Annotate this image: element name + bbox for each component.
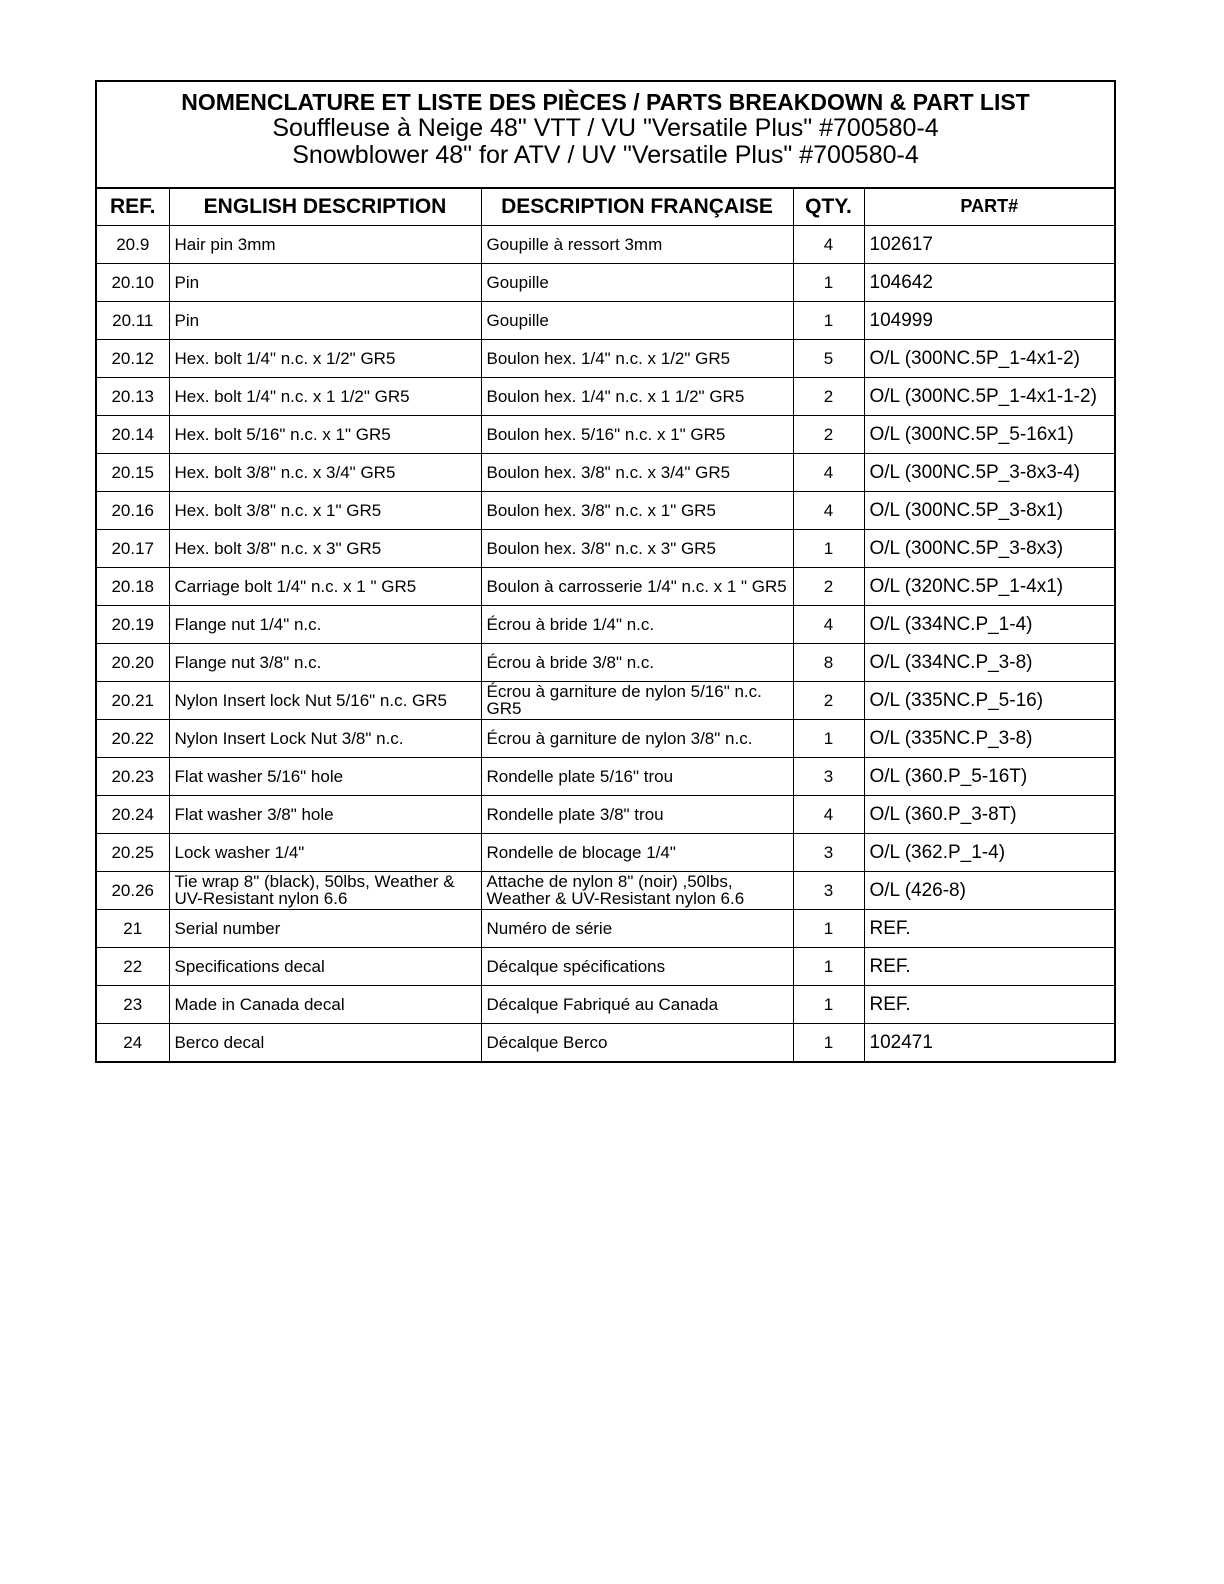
cell-english-description: Carriage bolt 1/4" n.c. x 1 " GR5 xyxy=(169,567,481,605)
cell-french-description: Goupille xyxy=(481,263,793,301)
table-row xyxy=(97,453,1114,491)
cell-ref: 23 xyxy=(97,985,169,1023)
title-block xyxy=(97,82,1114,189)
cell-french-description: Goupille xyxy=(481,301,793,339)
cell-part-number: 104999 xyxy=(864,301,1114,339)
cell-part-number: REF. xyxy=(864,909,1114,947)
header-english-description: ENGLISH DESCRIPTION xyxy=(169,189,481,225)
cell-english-description: Hex. bolt 3/8" n.c. x 3/4" GR5 xyxy=(169,453,481,491)
table-row xyxy=(97,263,1114,301)
cell-ref: 20.19 xyxy=(97,605,169,643)
cell-qty: 1 xyxy=(793,301,864,339)
cell-english-description: Nylon Insert Lock Nut 3/8" n.c. xyxy=(169,719,481,757)
table-row xyxy=(97,947,1114,985)
cell-ref: 20.23 xyxy=(97,757,169,795)
cell-part-number: O/L (360.P_5-16T) xyxy=(864,757,1114,795)
cell-english-description: Pin xyxy=(169,301,481,339)
cell-ref: 20.9 xyxy=(97,225,169,263)
table-row xyxy=(97,681,1114,719)
cell-qty: 2 xyxy=(793,567,864,605)
cell-english-description: Hex. bolt 1/4" n.c. x 1 1/2" GR5 xyxy=(169,377,481,415)
table-row xyxy=(97,339,1114,377)
cell-french-description: Rondelle plate 3/8" trou xyxy=(481,795,793,833)
cell-french-description: Boulon hex. 3/8" n.c. x 3/4" GR5 xyxy=(481,453,793,491)
cell-qty: 4 xyxy=(793,225,864,263)
cell-qty: 1 xyxy=(793,1023,864,1061)
table-row xyxy=(97,491,1114,529)
header-french-description: DESCRIPTION FRANÇAISE xyxy=(481,189,793,225)
cell-qty: 3 xyxy=(793,757,864,795)
cell-french-description: Écrou à garniture de nylon 3/8" n.c. xyxy=(481,719,793,757)
cell-qty: 5 xyxy=(793,339,864,377)
table-row xyxy=(97,909,1114,947)
cell-part-number: O/L (300NC.5P_3-8x1) xyxy=(864,491,1114,529)
cell-qty: 2 xyxy=(793,681,864,719)
cell-part-number: O/L (335NC.P_5-16) xyxy=(864,681,1114,719)
cell-french-description: Écrou à bride 3/8" n.c. xyxy=(481,643,793,681)
cell-ref: 20.14 xyxy=(97,415,169,453)
cell-english-description: Flange nut 3/8" n.c. xyxy=(169,643,481,681)
table-row xyxy=(97,415,1114,453)
cell-french-description: Écrou à garniture de nylon 5/16" n.c. GR5 xyxy=(481,681,793,719)
cell-french-description: Décalque Berco xyxy=(481,1023,793,1061)
cell-part-number: O/L (426-8) xyxy=(864,871,1114,909)
cell-part-number: O/L (300NC.5P_1-4x1-2) xyxy=(864,339,1114,377)
cell-ref: 20.25 xyxy=(97,833,169,871)
cell-english-description: Hex. bolt 1/4" n.c. x 1/2" GR5 xyxy=(169,339,481,377)
cell-part-number: REF. xyxy=(864,947,1114,985)
cell-french-description: Rondelle de blocage 1/4" xyxy=(481,833,793,871)
cell-qty: 1 xyxy=(793,947,864,985)
cell-ref: 21 xyxy=(97,909,169,947)
cell-french-description: Boulon hex. 3/8" n.c. x 3" GR5 xyxy=(481,529,793,567)
cell-french-description: Rondelle plate 5/16" trou xyxy=(481,757,793,795)
cell-english-description: Berco decal xyxy=(169,1023,481,1061)
table-row xyxy=(97,871,1114,909)
cell-english-description: Lock washer 1/4" xyxy=(169,833,481,871)
table-row xyxy=(97,567,1114,605)
cell-part-number: O/L (334NC.P_3-8) xyxy=(864,643,1114,681)
cell-ref: 20.15 xyxy=(97,453,169,491)
cell-part-number: O/L (334NC.P_1-4) xyxy=(864,605,1114,643)
cell-part-number: O/L (300NC.5P_3-8x3) xyxy=(864,529,1114,567)
cell-english-description: Made in Canada decal xyxy=(169,985,481,1023)
cell-ref: 20.16 xyxy=(97,491,169,529)
cell-ref: 20.10 xyxy=(97,263,169,301)
table-row xyxy=(97,1023,1114,1061)
table-row xyxy=(97,605,1114,643)
cell-qty: 4 xyxy=(793,795,864,833)
cell-qty: 4 xyxy=(793,491,864,529)
parts-table xyxy=(97,189,1114,1061)
cell-part-number: O/L (300NC.5P_5-16x1) xyxy=(864,415,1114,453)
cell-french-description: Écrou à bride 1/4" n.c. xyxy=(481,605,793,643)
product-title-french: Souffleuse à Neige 48" VTT / VU "Versatile Plus" #700580-4 xyxy=(272,114,939,142)
header-qty: QTY. xyxy=(793,189,864,225)
cell-ref: 20.18 xyxy=(97,567,169,605)
table-row xyxy=(97,643,1114,681)
table-header-row xyxy=(97,189,1114,225)
cell-ref: 24 xyxy=(97,1023,169,1061)
cell-english-description: Flat washer 3/8" hole xyxy=(169,795,481,833)
cell-qty: 2 xyxy=(793,377,864,415)
cell-english-description: Flat washer 5/16" hole xyxy=(169,757,481,795)
cell-part-number: O/L (320NC.5P_1-4x1) xyxy=(864,567,1114,605)
cell-french-description: Décalque spécifications xyxy=(481,947,793,985)
cell-qty: 2 xyxy=(793,415,864,453)
cell-french-description: Boulon à carrosserie 1/4" n.c. x 1 " GR5 xyxy=(481,567,793,605)
cell-french-description: Numéro de série xyxy=(481,909,793,947)
cell-french-description: Boulon hex. 5/16" n.c. x 1" GR5 xyxy=(481,415,793,453)
cell-english-description: Nylon Insert lock Nut 5/16" n.c. GR5 xyxy=(169,681,481,719)
cell-part-number: O/L (300NC.5P_1-4x1-1-2) xyxy=(864,377,1114,415)
cell-ref: 20.21 xyxy=(97,681,169,719)
document-title: NOMENCLATURE ET LISTE DES PIÈCES / PARTS BREAKDOWN & PART LIST xyxy=(181,89,1030,115)
cell-qty: 3 xyxy=(793,871,864,909)
cell-qty: 1 xyxy=(793,909,864,947)
cell-english-description: Tie wrap 8" (black), 50lbs, Weather & UV-Resistant nylon 6.6 xyxy=(169,871,481,909)
cell-part-number: O/L (300NC.5P_3-8x3-4) xyxy=(864,453,1114,491)
cell-qty: 1 xyxy=(793,719,864,757)
product-title-english: Snowblower 48" for ATV / UV "Versatile Plus" #700580-4 xyxy=(292,141,919,169)
cell-english-description: Hex. bolt 3/8" n.c. x 1" GR5 xyxy=(169,491,481,529)
cell-ref: 20.13 xyxy=(97,377,169,415)
cell-french-description: Goupille à ressort 3mm xyxy=(481,225,793,263)
table-row xyxy=(97,795,1114,833)
cell-part-number: 102471 xyxy=(864,1023,1114,1061)
cell-qty: 1 xyxy=(793,985,864,1023)
cell-qty: 1 xyxy=(793,263,864,301)
cell-part-number: O/L (360.P_3-8T) xyxy=(864,795,1114,833)
cell-english-description: Hair pin 3mm xyxy=(169,225,481,263)
table-row xyxy=(97,301,1114,339)
cell-english-description: Specifications decal xyxy=(169,947,481,985)
parts-list-sheet xyxy=(95,80,1116,1063)
cell-qty: 4 xyxy=(793,453,864,491)
cell-ref: 22 xyxy=(97,947,169,985)
cell-part-number: 102617 xyxy=(864,225,1114,263)
cell-french-description: Boulon hex. 3/8" n.c. x 1" GR5 xyxy=(481,491,793,529)
cell-ref: 20.12 xyxy=(97,339,169,377)
table-row xyxy=(97,985,1114,1023)
cell-qty: 8 xyxy=(793,643,864,681)
cell-english-description: Serial number xyxy=(169,909,481,947)
table-row xyxy=(97,833,1114,871)
cell-ref: 20.24 xyxy=(97,795,169,833)
table-row xyxy=(97,529,1114,567)
cell-part-number: O/L (335NC.P_3-8) xyxy=(864,719,1114,757)
cell-french-description: Boulon hex. 1/4" n.c. x 1/2" GR5 xyxy=(481,339,793,377)
cell-ref: 20.17 xyxy=(97,529,169,567)
header-part-number: PART# xyxy=(864,189,1114,225)
cell-ref: 20.26 xyxy=(97,871,169,909)
cell-ref: 20.20 xyxy=(97,643,169,681)
table-row xyxy=(97,757,1114,795)
cell-part-number: O/L (362.P_1-4) xyxy=(864,833,1114,871)
table-row xyxy=(97,377,1114,415)
cell-english-description: Flange nut 1/4" n.c. xyxy=(169,605,481,643)
cell-ref: 20.22 xyxy=(97,719,169,757)
cell-english-description: Hex. bolt 3/8" n.c. x 3" GR5 xyxy=(169,529,481,567)
cell-part-number: 104642 xyxy=(864,263,1114,301)
cell-ref: 20.11 xyxy=(97,301,169,339)
cell-french-description: Attache de nylon 8" (noir) ,50lbs, Weather & UV-Resistant nylon 6.6 xyxy=(481,871,793,909)
cell-french-description: Boulon hex. 1/4" n.c. x 1 1/2" GR5 xyxy=(481,377,793,415)
cell-qty: 3 xyxy=(793,833,864,871)
cell-part-number: REF. xyxy=(864,985,1114,1023)
cell-english-description: Pin xyxy=(169,263,481,301)
cell-qty: 4 xyxy=(793,605,864,643)
cell-qty: 1 xyxy=(793,529,864,567)
cell-english-description: Hex. bolt 5/16" n.c. x 1" GR5 xyxy=(169,415,481,453)
cell-french-description: Décalque Fabriqué au Canada xyxy=(481,985,793,1023)
table-row xyxy=(97,719,1114,757)
header-ref: REF. xyxy=(97,189,169,225)
table-row xyxy=(97,225,1114,263)
